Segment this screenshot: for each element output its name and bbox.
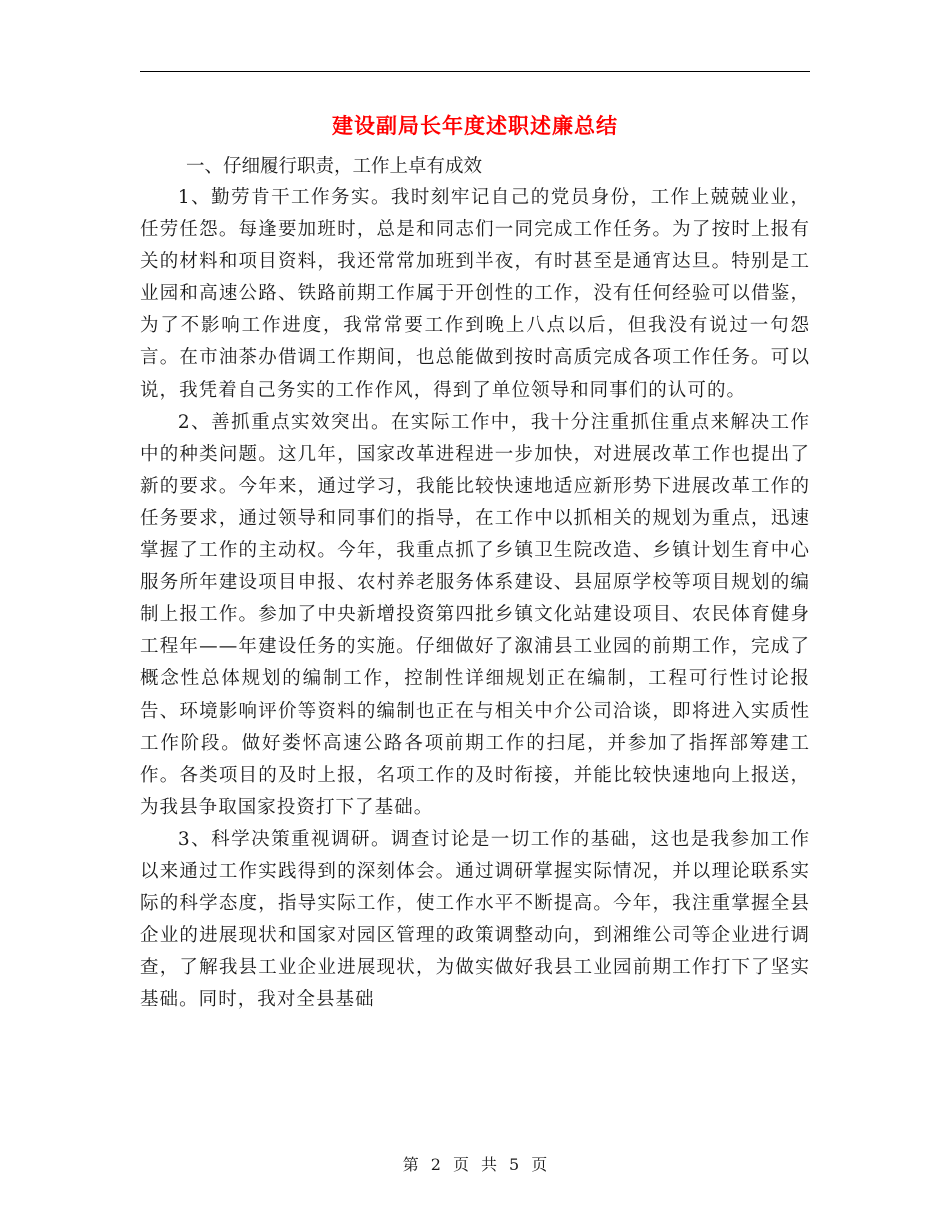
- body-text: [140, 182, 810, 1016]
- footer-page-mid: 页: [452, 1155, 469, 1174]
- section-heading: 一、仔细履行职责，工作上卓有成效: [186, 156, 483, 177]
- paragraph-3: 3、科学决策重视调研。调查讨论是一切工作的基础，这也是我参加工作以来通过工作实践得到的深刻体会。通过调研掌握实际情况，并以理论联系实际的科学态度，指导实际工作，使工作水平不断提高。今年，我注重掌握全县企业的进展现状和国家对园区管理的政策调整动向，到湘维公司等企业进行调查，了解我县工业企业进展现状，为做实做好我县工业园前期工作打下了坚实基础。同时，我对全县基础: [140, 828, 810, 1011]
- header-rule: [140, 71, 810, 72]
- footer-page-suffix: 页: [531, 1155, 548, 1174]
- footer-total-prefix: 共: [481, 1155, 498, 1174]
- footer-total-pages: 5: [509, 1155, 520, 1174]
- document-title: 建设副局长年度述职述廉总结: [332, 113, 618, 138]
- paragraph-1: 1、勤劳肯干工作务实。我时刻牢记自己的党员身份，工作上兢兢业业，任劳任怨。每逢要加班时，总是和同志们一同完成工作任务。为了按时上报有关的材料和项目资料，我还常常加班到半夜，有时甚至是通宵达旦。特别是工业园和高速公路、铁路前期工作属于开创性的工作，没有任何经验可以借鉴，为了不影响工作进度，我常常要工作到晚上八点以后，但我没有说过一句怨言。在市油茶办借调工作期间，也总能做到按时高质完成各项工作任务。可以说，我凭着自己务实的工作作风，得到了单位领导和同事们的认可的。: [140, 187, 810, 401]
- page-footer: [0, 1153, 950, 1177]
- paragraph-2: 2、善抓重点实效突出。在实际工作中，我十分注重抓住重点来解决工作中的种类问题。这几年，国家改革进程进一步加快，对进展改革工作也提出了新的要求。今年来，通过学习，我能比较快速地适应新形势下进展改革工作的任务要求，通过领导和同事们的指导，在工作中以抓相关的规划为重点，迅速掌握了工作的主动权。今年，我重点抓了乡镇卫生院改造、乡镇计划生育中心服务所年建设项目申报、农村养老服务体系建设、县屈原学校等项目规划的编制上报工作。参加了中央新增投资第四批乡镇文化站建设项目、农民体育健身工程年——年建设任务的实施。仔细做好了溆浦县工业园的前期工作，完成了概念性总体规划的编制工作，控制性详细规划正在编制，工程可行性讨论报告、环境影响评价等资料的编制也正在与相关中介公司洽谈，即将进入实质性工作阶段。做好娄怀高速公路各项前期工作的扫尾，并参加了指挥部筹建工作。各类项目的及时上报，名项工作的及时衔接，并能比较快速地向上报送，为我县争取国家投资打下了基础。: [140, 411, 810, 818]
- footer-page-prefix: 第: [402, 1155, 419, 1174]
- footer-page-number: 2: [430, 1155, 441, 1174]
